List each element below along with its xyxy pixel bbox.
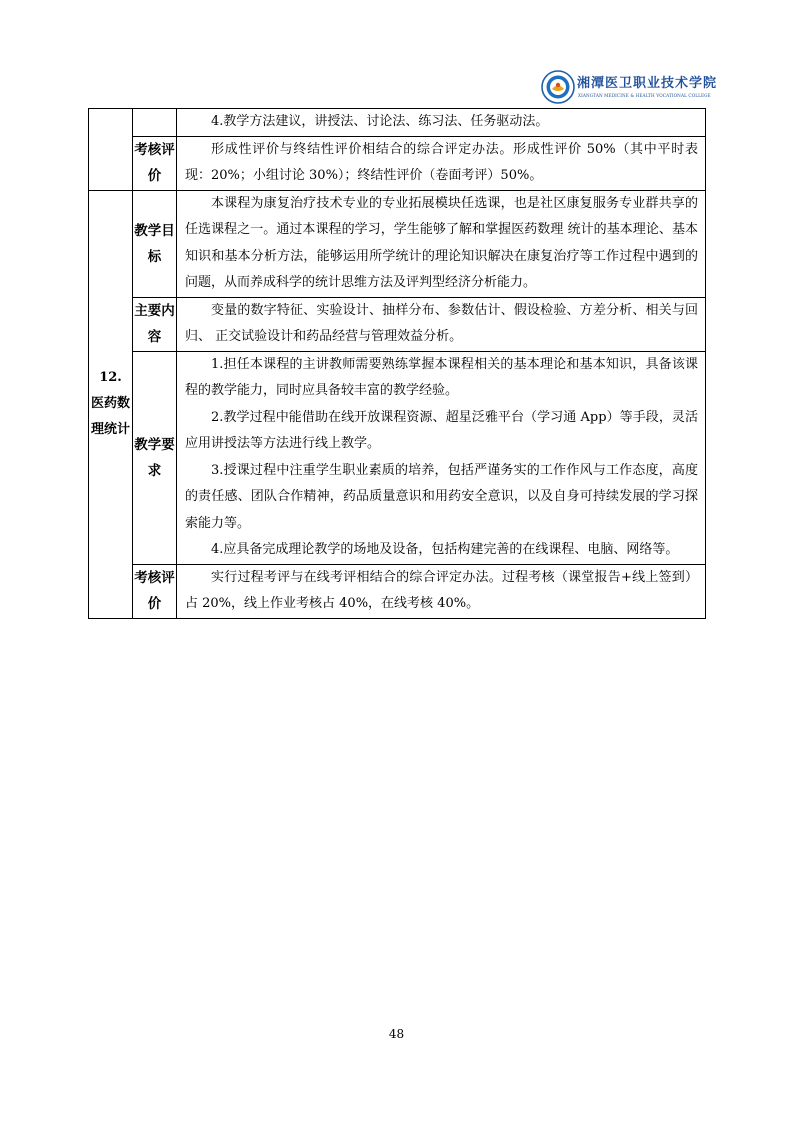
requirement-item: 1.担任本课程的主讲教师需要熟练掌握本课程相关的基本理论和基本知识，具备该课程的教学能力，同时应具备较丰富的教学经验。 [185,356,698,398]
table-row [89,297,706,351]
assessment-label: 考核评价 [133,136,177,190]
prev-course-number-cell [89,109,133,191]
college-english-name: XIANGTAN MEDICINE & HEALTH VOCATIONAL COLLEGE [578,93,711,98]
requirement-item: 3.授课过程中注重学生职业素质的培养，包括严谨务实的工作作风与工作态度，高度的责任感、团队合作精神，药品质量意识和用药安全意识，以及自身可持续发展的学习探索能力等。 [185,462,698,531]
table-row [89,190,706,297]
course-number-cell [89,190,133,618]
course-assessment-text: 实行过程考评与在线考评相结合的综合评定办法。过程考核（课堂报告+线上签到）占 20%，线上作业考核占 40%，在线考核 40%。 [177,564,706,618]
course-table [88,108,706,619]
college-name: 湘潭医卫职业技术学院 [577,76,718,91]
course-name: 医药数理统计 [90,396,130,437]
course-number: 12. [99,370,122,385]
requirement-item: 4.应具备完成理论教学的场地及设备，包括构建完善的在线课程、电脑、网络等。 [211,542,679,557]
course-assessment-label: 考核评价 [133,564,177,618]
content-text: 变量的数字特征、实验设计、抽样分布、参数估计、假设检验、方差分析、相关与回归、 正交试验设计和药品经营与管理效益分析。 [177,297,706,351]
content-label: 主要内容 [133,297,177,351]
college-seal-icon [541,70,575,104]
requirements-text [177,351,706,564]
empty-label-cell [133,109,177,137]
page-number: 48 [388,1027,405,1041]
objectives-text: 本课程为康复治疗技术专业的专业拓展模块任选课，也是社区康复服务专业群共享的任选课程之一。通过本课程的学习，学生能够了解和掌握医药数理 统计的基本理论、基本知识和基本分析方法，能够运用所学统计的理论知识解决在康复治疗等工作过程中遇到的问题，从而养成科学的统计思维方法及评判型经济分析能力。 [177,190,706,297]
requirement-item: 2.教学过程中能借助在线开放课程资源、超星泛雅平台（学习通 App）等手段，灵活应用讲授法等方法进行线上教学。 [185,409,698,451]
table-row [89,351,706,564]
college-logo [541,70,718,108]
objectives-label: 教学目标 [133,190,177,297]
table-row [89,136,706,190]
requirements-label: 教学要求 [133,351,177,564]
table-row [89,564,706,618]
table-row [89,109,706,137]
assessment-text: 形成性评价与终结性评价相结合的综合评定办法。形成性评价 50%（其中平时表现：20%；小组讨论 30%）；终结性评价（卷面考评）50%。 [177,136,706,190]
teaching-method-text: 4.教学方法建议，讲授法、讨论法、练习法、任务驱动法。 [177,109,706,137]
